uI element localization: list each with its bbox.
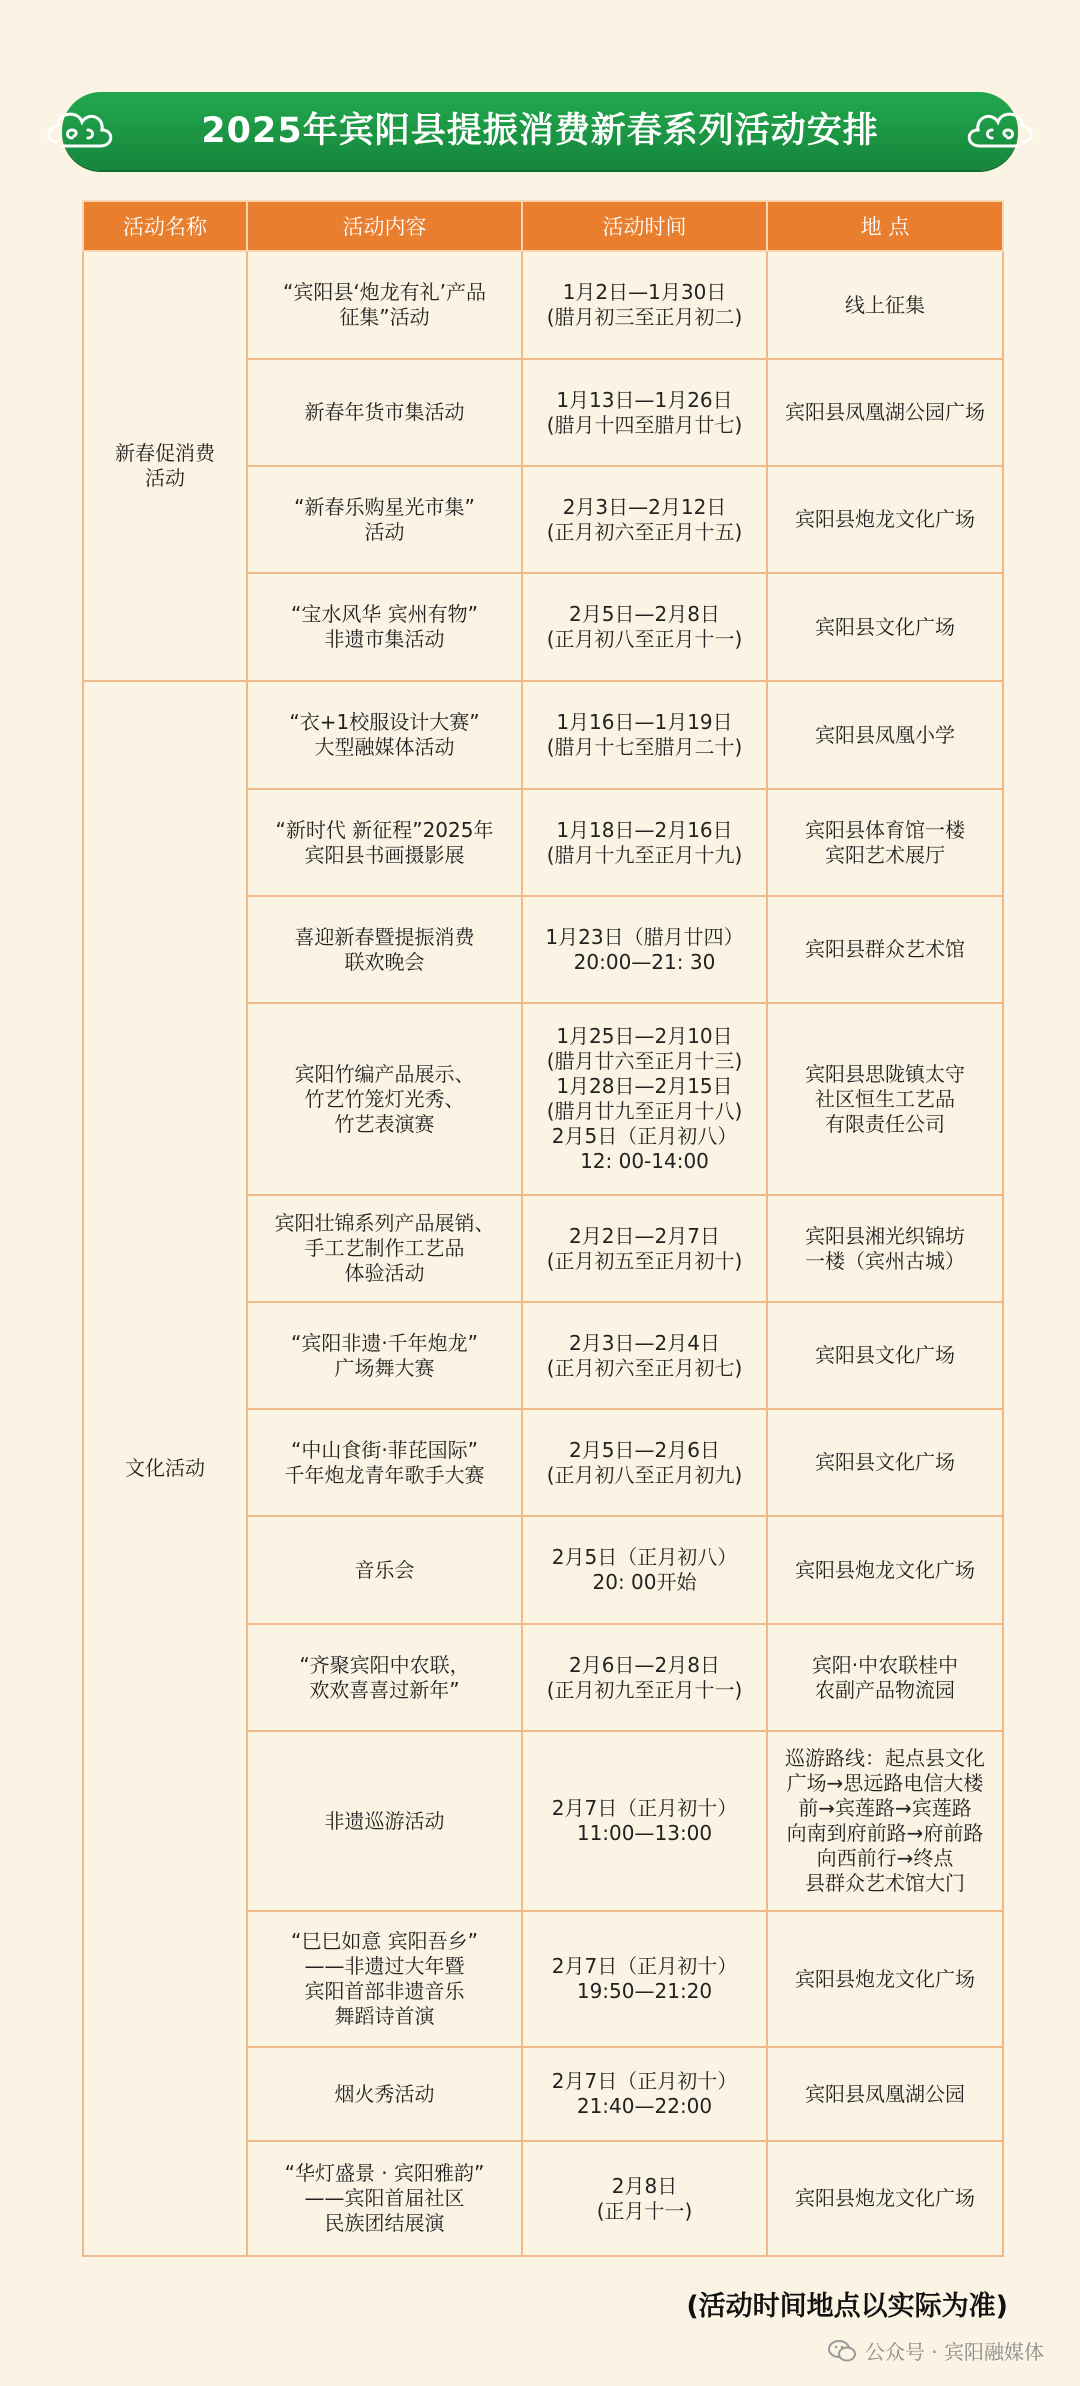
time-cell: 2月3日—2月4日 (正月初六至正月初七): [522, 1302, 767, 1409]
content-cell: “宝水风华 宾州有物” 非遗市集活动: [247, 573, 522, 681]
location-cell: 宾阳县湘光织锦坊 一楼（宾州古城）: [767, 1195, 1003, 1302]
location-cell: 宾阳县文化广场: [767, 1302, 1003, 1409]
disclaimer-note: (活动时间地点以实际为准): [686, 2291, 1008, 2322]
auspicious-cloud-icon: [960, 98, 1038, 164]
content-cell: “宾阳非遗·千年炮龙” 广场舞大赛: [247, 1302, 522, 1409]
time-cell: 2月3日—2月12日 (正月初六至正月十五): [522, 466, 767, 573]
location-cell: 宾阳·中农联桂中 农副产品物流园: [767, 1624, 1003, 1731]
content-cell: 新春年货市集活动: [247, 359, 522, 466]
content-cell: “华灯盛景 · 宾阳雅韵” ——宾阳首届社区 民族团结展演: [247, 2141, 522, 2256]
time-cell: 1月23日（腊月廿四） 20:00—21: 30: [522, 896, 767, 1003]
header-activity-time: 活动时间: [522, 201, 767, 251]
location-cell: 宾阳县凤凰湖公园广场: [767, 359, 1003, 466]
category-cell: 文化活动: [83, 681, 247, 2256]
location-cell: 宾阳县炮龙文化广场: [767, 1911, 1003, 2047]
table-row: [83, 681, 1003, 789]
content-cell: 非遗巡游活动: [247, 1731, 522, 1911]
category-cell: 新春促消费 活动: [83, 251, 247, 681]
location-cell: 宾阳县文化广场: [767, 1409, 1003, 1516]
time-cell: 1月13日—1月26日 (腊月十四至腊月廿七): [522, 359, 767, 466]
watermark: [827, 2336, 1044, 2365]
location-cell: 线上征集: [767, 251, 1003, 359]
content-cell: 音乐会: [247, 1516, 522, 1624]
location-cell: 宾阳县炮龙文化广场: [767, 2141, 1003, 2256]
header-activity-name: 活动名称: [83, 201, 247, 251]
activity-schedule-table: [82, 200, 1004, 2257]
content-cell: 宾阳竹编产品展示、 竹艺竹笼灯光秀、 竹艺表演赛: [247, 1003, 522, 1195]
time-cell: 2月8日 (正月十一): [522, 2141, 767, 2256]
location-cell: 巡游路线：起点县文化 广场→思远路电信大楼 前→宾莲路→宾莲路 向南到府前路→府前路 向西前行→终点 县群众艺术馆大门: [767, 1731, 1003, 1911]
page-title: 2025年宾阳县提振消费新春系列活动安排: [201, 111, 879, 151]
table-row: [83, 251, 1003, 359]
location-cell: 宾阳县文化广场: [767, 573, 1003, 681]
location-cell: 宾阳县凤凰湖公园: [767, 2047, 1003, 2141]
location-cell: 宾阳县炮龙文化广场: [767, 466, 1003, 573]
location-cell: 宾阳县炮龙文化广场: [767, 1516, 1003, 1624]
time-cell: 2月7日（正月初十） 11:00—13:00: [522, 1731, 767, 1911]
header-activity-content: 活动内容: [247, 201, 522, 251]
content-cell: “新时代 新征程”2025年 宾阳县书画摄影展: [247, 789, 522, 896]
time-cell: 1月16日—1月19日 (腊月十七至腊月二十): [522, 681, 767, 789]
time-cell: 2月7日（正月初十） 19:50—21:20: [522, 1911, 767, 2047]
time-cell: 2月2日—2月7日 (正月初五至正月初十): [522, 1195, 767, 1302]
table-header-row: [83, 201, 1003, 251]
content-cell: “齐聚宾阳中农联， 欢欢喜喜过新年”: [247, 1624, 522, 1731]
time-cell: 2月5日—2月6日 (正月初八至正月初九): [522, 1409, 767, 1516]
content-cell: “巳巳如意 宾阳吾乡” ——非遗过大年暨 宾阳首部非遗音乐 舞蹈诗首演: [247, 1911, 522, 2047]
watermark-text: 公众号 · 宾阳融媒体: [864, 2340, 1044, 2364]
title-banner: [62, 92, 1018, 170]
header-location: 地 点: [767, 201, 1003, 251]
content-cell: 喜迎新春暨提振消费 联欢晚会: [247, 896, 522, 1003]
location-cell: 宾阳县思陇镇太守 社区恒生工艺品 有限责任公司: [767, 1003, 1003, 1195]
content-cell: “宾阳县‘炮龙有礼’产品 征集”活动: [247, 251, 522, 359]
content-cell: “中山食街·菲芘国际” 千年炮龙青年歌手大赛: [247, 1409, 522, 1516]
time-cell: 1月18日—2月16日 (腊月十九至正月十九): [522, 789, 767, 896]
content-cell: 宾阳壮锦系列产品展销、 手工艺制作工艺品 体验活动: [247, 1195, 522, 1302]
location-cell: 宾阳县群众艺术馆: [767, 896, 1003, 1003]
wechat-icon: [827, 2339, 857, 2363]
time-cell: 2月5日（正月初八） 20: 00开始: [522, 1516, 767, 1624]
time-cell: 2月7日（正月初十） 21:40—22:00: [522, 2047, 767, 2141]
content-cell: “新春乐购星光市集” 活动: [247, 466, 522, 573]
time-cell: 2月5日—2月8日 (正月初八至正月十一): [522, 573, 767, 681]
time-cell: 2月6日—2月8日 (正月初九至正月十一): [522, 1624, 767, 1731]
content-cell: 烟火秀活动: [247, 2047, 522, 2141]
location-cell: 宾阳县凤凰小学: [767, 681, 1003, 789]
time-cell: 1月25日—2月10日 (腊月廿六至正月十三) 1月28日—2月15日 (腊月廿九至正月十八) 2月5日（正月初八） 12: 00-14:00: [522, 1003, 767, 1195]
content-cell: “衣+1校服设计大赛” 大型融媒体活动: [247, 681, 522, 789]
time-cell: 1月2日—1月30日 (腊月初三至正月初二): [522, 251, 767, 359]
location-cell: 宾阳县体育馆一楼 宾阳艺术展厅: [767, 789, 1003, 896]
